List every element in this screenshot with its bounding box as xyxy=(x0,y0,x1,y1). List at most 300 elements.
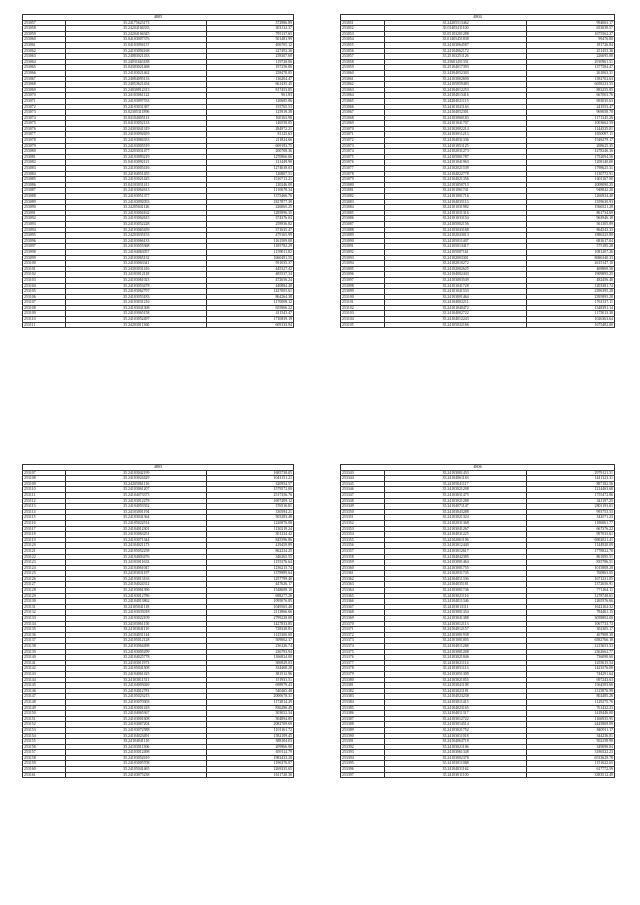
value-cell: 241553.47 xyxy=(527,104,615,110)
row-id-cell: 253353 xyxy=(341,526,385,532)
value-cell: 771264.11 xyxy=(527,588,615,594)
coordinate-cell: 35.05103201288 xyxy=(384,31,526,37)
coordinate-cell: 35.24204166345 xyxy=(66,31,207,37)
value-cell: 840911.17 xyxy=(527,727,615,733)
coordinate-cell: 35.24103055368 xyxy=(66,244,207,250)
value-cell: 6658233.55 xyxy=(527,82,615,88)
row-id-cell: 253378 xyxy=(341,666,385,672)
row-id-cell: 253128 xyxy=(23,588,66,594)
value-cell: 226695.08 xyxy=(527,54,615,60)
row-id-cell: 253072 xyxy=(341,138,385,144)
table-row xyxy=(341,772,615,778)
value-cell: 969058.70 xyxy=(527,110,615,116)
coordinate-cell: 35.24105007161 xyxy=(384,249,526,255)
coordinate-cell: 35.24103092659 xyxy=(66,132,207,138)
value-cell: 2979121.51 xyxy=(527,470,615,476)
row-id-cell: 253141 xyxy=(23,660,66,666)
value-cell: 81125.63 xyxy=(207,132,294,138)
row-id-cell: 253364 xyxy=(341,588,385,594)
coordinate-cell: 35.24104051455 xyxy=(66,171,207,177)
row-id-cell: 253106 xyxy=(23,294,66,300)
value-cell: 258307.68 xyxy=(207,54,294,60)
value-cell: 1427833.85 xyxy=(207,621,294,627)
coordinate-cell: 35.24103012118 xyxy=(66,272,207,278)
row-id-cell: 253074 xyxy=(23,115,66,121)
value-cell: 341197.25 xyxy=(527,498,615,504)
value-cell: 1611720.30 xyxy=(207,772,294,778)
row-id-cell: 253090 xyxy=(341,238,385,244)
coordinate-cell: 35.24105041465 xyxy=(66,767,207,773)
row-id-cell: 253076 xyxy=(23,126,66,132)
value-cell: 120246.00 xyxy=(207,182,294,188)
table-title: 4806 xyxy=(341,465,615,471)
value-cell: 1278748.61 xyxy=(527,593,615,599)
row-id-cell: 253156 xyxy=(23,744,66,750)
value-cell: 1675562.27 xyxy=(527,31,615,37)
row-id-cell: 253057 xyxy=(341,54,385,60)
row-id-cell: 253065 xyxy=(23,65,66,71)
coordinate-cell: 35.24103094168 xyxy=(66,48,207,54)
row-id-cell: 253386 xyxy=(341,711,385,717)
row-id-cell: 253093 xyxy=(23,221,66,227)
coordinate-cell: 35.24105022514 xyxy=(66,520,207,526)
row-id-cell: 253111 xyxy=(23,492,66,498)
value-cell: 1101161.72 xyxy=(207,727,294,733)
row-id-cell: 253095 xyxy=(341,266,385,272)
value-cell: 1798625.31 xyxy=(527,166,615,172)
coordinate-cell: 35.24104035113 xyxy=(384,199,526,205)
coordinate-cell: 35.24104003026 xyxy=(66,683,207,689)
value-cell: 1710839.19 xyxy=(207,317,294,323)
row-id-cell: 253140 xyxy=(23,655,66,661)
value-cell: 2362662.77 xyxy=(527,649,615,655)
value-cell: 1125300.00 xyxy=(207,632,294,638)
coordinate-cell: 35.24103041364 xyxy=(66,515,207,521)
row-id-cell: 253154 xyxy=(23,733,66,739)
coordinate-cell: 35.24101031316 xyxy=(384,210,526,216)
coordinate-cell: 35.24103075238 xyxy=(66,772,207,778)
row-id-cell: 253120 xyxy=(23,543,66,549)
value-cell: 1166935.95 xyxy=(527,716,615,722)
coordinate-cell: 35.24103061348 xyxy=(384,750,526,756)
coordinate-cell: 35.24031663188 xyxy=(66,59,207,65)
value-cell: 1208140.00 xyxy=(527,160,615,166)
row-id-cell: 253145 xyxy=(23,683,66,689)
row-id-cell: 253084 xyxy=(341,205,385,211)
coordinate-cell: 35.24203031477 xyxy=(66,149,207,155)
value-cell: 1151622.65 xyxy=(527,761,615,767)
coordinate-cell: 35.24103011068 xyxy=(384,761,526,767)
coordinate-cell: 35.24101001716 xyxy=(384,194,526,200)
coordinate-cell: 35.24103062615 xyxy=(66,216,207,222)
coordinate-cell: 35.24104013416 xyxy=(384,93,526,99)
value-cell: 99476.80 xyxy=(527,37,615,43)
value-cell: 1761317.11 xyxy=(527,300,615,306)
row-id-cell: 253351 xyxy=(341,515,385,521)
value-cell: 505283.48 xyxy=(207,515,294,521)
coordinate-cell: 35.24103013163 xyxy=(66,576,207,582)
row-id-cell: 253080 xyxy=(341,182,385,188)
row-id-cell: 253117 xyxy=(23,526,66,532)
row-id-cell: 253063 xyxy=(23,54,66,60)
table-title: 4805 xyxy=(23,465,294,471)
coordinate-cell: 35.24103053183 xyxy=(66,294,207,300)
value-cell: 761432.23 xyxy=(527,705,615,711)
coordinate-cell: 35.25601451331 xyxy=(384,59,526,65)
row-id-cell: 253093 xyxy=(341,255,385,261)
row-id-cell: 253104 xyxy=(23,283,66,289)
row-id-cell: 253060 xyxy=(23,37,66,43)
value-cell: 1255615.54 xyxy=(527,660,615,666)
coordinate-cell: 35.24103005519 xyxy=(66,143,207,149)
coordinate-cell: 35.24303031416 xyxy=(66,266,207,272)
row-id-cell: 253091 xyxy=(341,244,385,250)
value-cell: 211824.66 xyxy=(207,138,294,144)
coordinate-cell: 35.24103021114 xyxy=(384,660,526,666)
coordinate-cell: 35.24103012498 xyxy=(66,750,207,756)
value-cell: 963946.18 xyxy=(527,216,615,222)
value-cell: 284972.21 xyxy=(207,126,294,132)
coordinate-cell: 35.24103012113 xyxy=(384,621,526,627)
row-id-cell: 253103 xyxy=(341,311,385,317)
row-id-cell: 253079 xyxy=(341,177,385,183)
row-id-cell: 253058 xyxy=(341,59,385,65)
row-id-cell: 253073 xyxy=(341,143,385,149)
row-id-cell: 253068 xyxy=(23,82,66,88)
coordinate-cell: 35.24103012440 xyxy=(384,543,526,549)
coordinate-cell: 35.25104017393 xyxy=(384,65,526,71)
value-cell: 3058802.00 xyxy=(527,616,615,622)
data-table-top-right xyxy=(340,14,615,328)
coordinate-cell: 35.24103031216 xyxy=(66,300,207,306)
coordinate-cell: 35.24104073373 xyxy=(66,492,207,498)
coordinate-cell: 35.01405451838 xyxy=(384,37,526,43)
value-cell: 1026363.64 xyxy=(527,317,615,323)
value-cell: 479165.99 xyxy=(207,233,294,239)
row-id-cell: 253054 xyxy=(341,37,385,43)
row-id-cell: 253103 xyxy=(23,277,66,283)
value-cell: 667376.22 xyxy=(527,526,615,532)
coordinate-cell: 35.24053621454 xyxy=(66,82,207,88)
value-cell: 540465.48 xyxy=(207,688,294,694)
row-id-cell: 253131 xyxy=(23,604,66,610)
coordinate-cell: 35.24105012128 xyxy=(66,638,207,644)
row-id-cell: 253157 xyxy=(23,750,66,756)
value-cell: 136204.47 xyxy=(207,76,294,82)
coordinate-cell: 35.04104005113 xyxy=(66,115,207,121)
value-cell: 1423576.08 xyxy=(527,666,615,672)
row-id-cell: 253069 xyxy=(341,121,385,127)
coordinate-cell: 35.24103012278 xyxy=(66,498,207,504)
coordinate-cell: 35.24102031368 xyxy=(384,520,526,526)
coordinate-cell: 35.24104053352 xyxy=(66,504,207,510)
value-cell: 200708.36 xyxy=(207,149,294,155)
value-cell: 1548279.17 xyxy=(527,138,615,144)
row-id-cell: 253346 xyxy=(341,487,385,493)
coordinate-cell: 35.01405411100 xyxy=(384,26,526,32)
value-cell: 227493.36 xyxy=(207,48,294,54)
value-cell: 961.83 xyxy=(207,93,294,99)
coordinate-cell: 35.24103002378 xyxy=(384,755,526,761)
row-id-cell: 253347 xyxy=(341,492,385,498)
coordinate-cell: 35.24104052301 xyxy=(384,110,526,116)
row-id-cell: 253118 xyxy=(23,532,66,538)
row-id-cell: 253343 xyxy=(341,470,385,476)
data-table-top-left xyxy=(22,14,294,328)
coordinate-cell: 35.24103031387 xyxy=(66,104,207,110)
row-id-cell: 253155 xyxy=(23,739,66,745)
coordinate-cell: 35.24103051113 xyxy=(384,666,526,672)
coordinate-cell: 35.24103041267 xyxy=(384,526,526,532)
coordinate-cell: 35.24103001354 xyxy=(384,610,526,616)
row-id-cell: 253374 xyxy=(341,644,385,650)
value-cell: 2395895.28 xyxy=(527,294,615,300)
coordinate-cell: 35.24105002156 xyxy=(384,221,526,227)
row-id-cell: 253138 xyxy=(23,644,66,650)
row-id-cell: 253389 xyxy=(341,727,385,733)
value-cell: 6582766.18 xyxy=(527,638,615,644)
coordinate-cell: 35.24103022109 xyxy=(66,616,207,622)
row-id-cell: 253108 xyxy=(23,476,66,482)
row-id-cell: 253075 xyxy=(23,121,66,127)
row-id-cell: 253063 xyxy=(341,87,385,93)
row-id-cell: 253124 xyxy=(23,565,66,571)
row-id-cell: 253381 xyxy=(341,683,385,689)
value-cell: 1129275.76 xyxy=(527,699,615,705)
row-id-cell: 253067 xyxy=(23,76,66,82)
coordinate-cell: 35.24104023491 xyxy=(66,733,207,739)
value-cell: 575185.28 xyxy=(527,244,615,250)
coordinate-cell: 35.24103062797 xyxy=(66,289,207,295)
value-cell: 209966.90 xyxy=(207,744,294,750)
row-id-cell: 253051 xyxy=(341,20,385,26)
value-cell: 125919.38 xyxy=(207,110,294,116)
coordinate-cell: 35.24104012243 xyxy=(384,317,526,323)
coordinate-cell: 35.24103052619 xyxy=(66,755,207,761)
row-id-cell: 253377 xyxy=(341,660,385,666)
value-cell: 997033.61 xyxy=(527,532,615,538)
coordinate-cell: 35.24104013862 xyxy=(66,599,207,605)
value-cell: 251453.36 xyxy=(527,48,615,54)
table-row xyxy=(23,772,294,778)
row-id-cell: 253055 xyxy=(341,42,385,48)
value-cell: 126807.51 xyxy=(207,171,294,177)
coordinate-cell: 35.25103251126 xyxy=(384,54,526,60)
coordinate-cell: 35.24101041728 xyxy=(384,283,526,289)
row-id-cell: 253110 xyxy=(23,487,66,493)
row-id-cell: 253397 xyxy=(341,772,385,778)
value-cell: 993753.53 xyxy=(527,509,615,515)
row-id-cell: 253086 xyxy=(341,216,385,222)
row-id-cell: 253059 xyxy=(341,65,385,71)
value-cell: 744291.64 xyxy=(527,671,615,677)
row-id-cell: 253134 xyxy=(23,621,66,627)
coordinate-cell: 35.24103043168 xyxy=(384,227,526,233)
value-cell: 1265576.66 xyxy=(527,599,615,605)
row-id-cell: 253083 xyxy=(23,166,66,172)
coordinate-cell: 35.24105041118 xyxy=(66,604,207,610)
value-cell: 1257799.40 xyxy=(207,576,294,582)
row-id-cell: 253151 xyxy=(23,716,66,722)
coordinate-cell: 35.24103001755 xyxy=(384,565,526,571)
value-cell: 320954.57 xyxy=(207,481,294,487)
value-cell: 181726.84 xyxy=(527,42,615,48)
row-id-cell: 253058 xyxy=(23,26,66,32)
value-cell: 155765.53 xyxy=(207,104,294,110)
row-id-cell: 253066 xyxy=(23,70,66,76)
value-cell: 467908.39 xyxy=(527,632,615,638)
row-id-cell: 253107 xyxy=(23,470,66,476)
coordinate-cell: 35.24103065459 xyxy=(66,227,207,233)
coordinate-cell: 35.24205513462 xyxy=(384,20,526,26)
coordinate-cell: 35.24104002722 xyxy=(384,311,526,317)
row-id-cell: 253096 xyxy=(23,238,66,244)
coordinate-cell: 35.24104064718 xyxy=(384,739,526,745)
row-id-cell: 253088 xyxy=(23,194,66,200)
value-cell: 1755472.86 xyxy=(527,492,615,498)
value-cell: 1186061.77 xyxy=(527,520,615,526)
value-cell: 2008090.25 xyxy=(527,182,615,188)
row-id-cell: 253359 xyxy=(341,560,385,566)
row-id-cell: 253101 xyxy=(341,300,385,306)
row-id-cell: 253396 xyxy=(341,767,385,773)
value-cell: 121449.90 xyxy=(207,160,294,166)
coordinate-cell: 35.24103065132 xyxy=(66,255,207,261)
row-id-cell: 253096 xyxy=(341,272,385,278)
coordinate-cell: 35.24104011336 xyxy=(384,576,526,582)
value-cell: 374376.04 xyxy=(207,216,294,222)
coordinate-cell: 35.24101051125 xyxy=(384,143,526,149)
coordinate-cell: 35.24103001464 xyxy=(384,560,526,566)
row-id-cell: 253395 xyxy=(341,761,385,767)
coordinate-cell: 35.24101061741 xyxy=(384,188,526,194)
value-cell: 1909895.25 xyxy=(527,272,615,278)
row-id-cell: 253073 xyxy=(23,110,66,116)
coordinate-cell: 35.24103062613 xyxy=(66,188,207,194)
value-cell: 728328.81 xyxy=(207,627,294,633)
row-id-cell: 253368 xyxy=(341,610,385,616)
data-table-bottom-right xyxy=(340,464,615,778)
coordinate-cell: 35.24175623173 xyxy=(66,20,207,26)
row-id-cell: 253098 xyxy=(341,283,385,289)
value-cell: 2910961.51 xyxy=(527,59,615,65)
coordinate-cell: 35.24103063341 xyxy=(66,261,207,267)
value-cell: 836286.49 xyxy=(207,705,294,711)
row-id-cell: 253070 xyxy=(23,93,66,99)
row-id-cell: 253067 xyxy=(341,110,385,116)
row-id-cell: 253095 xyxy=(23,233,66,239)
row-id-cell: 253092 xyxy=(23,216,66,222)
row-id-cell: 253100 xyxy=(23,261,66,267)
value-cell: 376516.81 xyxy=(207,504,294,510)
coordinate-cell: 35.24104021173 xyxy=(66,543,207,549)
coordinate-cell: 35.24103011633 xyxy=(66,560,207,566)
value-cell: 6533629.78 xyxy=(527,755,615,761)
value-cell: 1049565.46 xyxy=(207,604,294,610)
value-cell: 261063.31 xyxy=(527,70,615,76)
coordinate-cell: 35.24103093219 xyxy=(66,154,207,160)
value-cell: 160163.98 xyxy=(207,115,294,121)
value-cell: 784461.15 xyxy=(527,610,615,616)
coordinate-cell: 35.24102021539 xyxy=(384,166,526,172)
row-id-cell: 253132 xyxy=(23,610,66,616)
row-id-cell: 253387 xyxy=(341,716,385,722)
row-id-cell: 253363 xyxy=(341,582,385,588)
value-cell: 1359630.93 xyxy=(527,199,615,205)
value-cell: 1226976.08 xyxy=(207,520,294,526)
row-id-cell: 253360 xyxy=(341,565,385,571)
coordinate-cell: 35.24102003301 xyxy=(384,255,526,261)
coordinate-cell: 35.24105032166 xyxy=(384,322,526,328)
value-cell: 948842.20 xyxy=(527,188,615,194)
coordinate-cell: 35.24103001418 xyxy=(66,705,207,711)
row-id-cell: 253071 xyxy=(341,132,385,138)
row-id-cell: 253147 xyxy=(23,694,66,700)
coordinate-cell: 35.24103053478 xyxy=(66,283,207,289)
coordinate-cell: 35.24103052228 xyxy=(66,221,207,227)
row-id-cell: 253057 xyxy=(23,20,66,26)
value-cell: 258936.82 xyxy=(207,221,294,227)
coordinate-cell: 35.24103011213 xyxy=(384,132,526,138)
value-cell: 1675482.00 xyxy=(527,322,615,328)
row-id-cell: 253091 xyxy=(23,210,66,216)
coordinate-cell: 35.24103024429 xyxy=(66,476,207,482)
row-id-cell: 253352 xyxy=(341,520,385,526)
coordinate-cell: 35.24104031144 xyxy=(66,632,207,638)
value-cell: 440884.40 xyxy=(207,283,294,289)
coordinate-cell: 35.24102031745 xyxy=(384,571,526,577)
value-cell: 388104.03 xyxy=(207,739,294,745)
row-id-cell: 253160 xyxy=(23,767,66,773)
table-row xyxy=(23,322,294,328)
value-cell: 346265.55 xyxy=(207,554,294,560)
row-id-cell: 253345 xyxy=(341,481,385,487)
row-id-cell: 253152 xyxy=(23,722,66,728)
row-id-cell: 253111 xyxy=(23,322,66,328)
value-cell: 1622162.32 xyxy=(527,604,615,610)
row-id-cell: 253126 xyxy=(23,576,66,582)
coordinate-cell: 35.04103031411 xyxy=(66,182,207,188)
value-cell: 1566521.28 xyxy=(527,205,615,211)
row-id-cell: 253081 xyxy=(341,188,385,194)
row-id-cell: 253077 xyxy=(341,166,385,172)
row-id-cell: 253053 xyxy=(341,31,385,37)
row-id-cell: 253150 xyxy=(23,711,66,717)
coordinate-cell: 35.24103021046 xyxy=(384,655,526,661)
row-id-cell: 253085 xyxy=(341,210,385,216)
row-id-cell: 253393 xyxy=(341,750,385,756)
row-id-cell: 253129 xyxy=(23,593,66,599)
value-cell: 1172814.29 xyxy=(207,699,294,705)
value-cell: 6902021.41 xyxy=(527,537,615,543)
coordinate-cell: 35.24103021106 xyxy=(384,744,526,750)
row-id-cell: 253064 xyxy=(23,59,66,65)
row-id-cell: 253071 xyxy=(23,98,66,104)
value-cell: 1827877.38 xyxy=(207,199,294,205)
value-cell: 864543.33 xyxy=(527,227,615,233)
row-id-cell: 253079 xyxy=(23,143,66,149)
row-id-cell: 253082 xyxy=(341,194,385,200)
value-cell: 2445869.09 xyxy=(527,722,615,728)
coordinate-cell: 35.24103061150 xyxy=(66,621,207,627)
row-id-cell: 253100 xyxy=(341,294,385,300)
coordinate-cell: 35.04103052133 xyxy=(66,121,207,127)
value-cell: 887182.56 xyxy=(527,481,615,487)
value-cell: 1155376.64 xyxy=(207,560,294,566)
row-id-cell: 253365 xyxy=(341,593,385,599)
coordinate-cell: 35.24103011306 xyxy=(66,744,207,750)
coordinate-cell: 35.24103005299 xyxy=(66,649,207,655)
